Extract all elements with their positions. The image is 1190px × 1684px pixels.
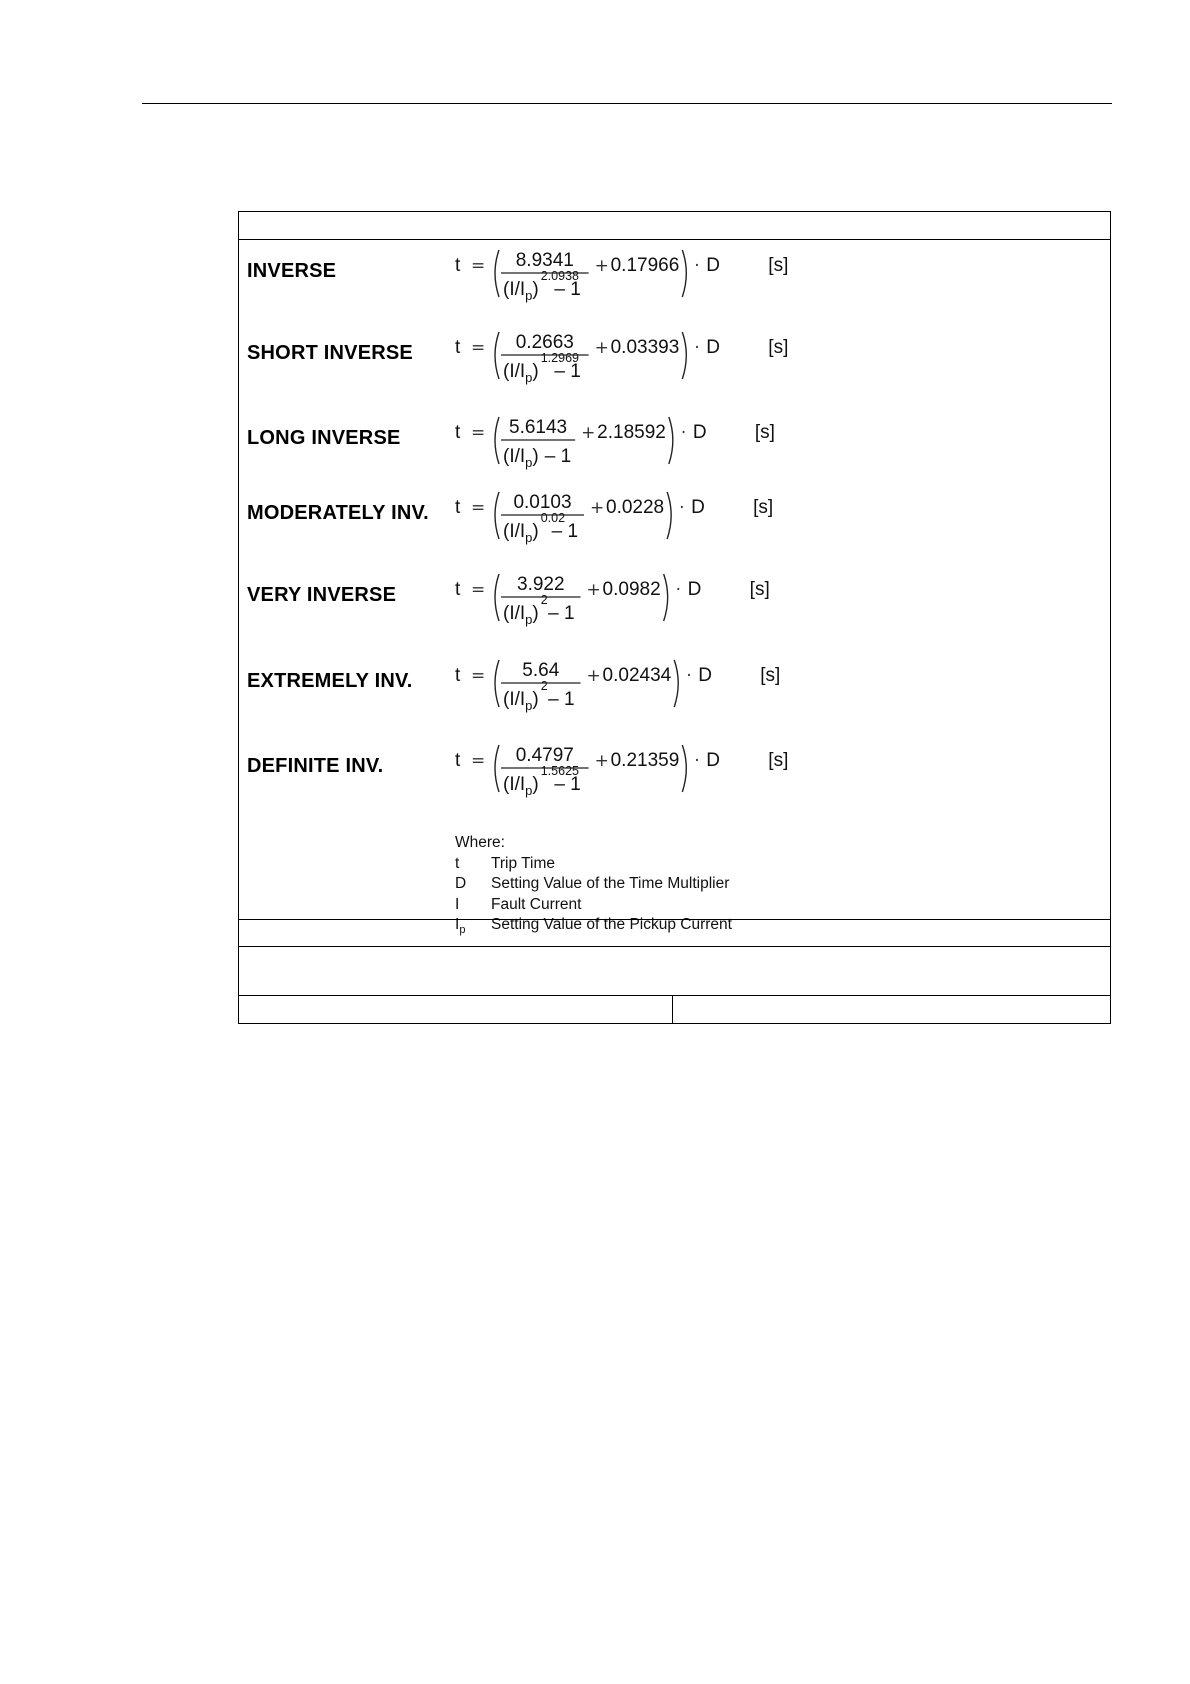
curve-row (239, 564, 1112, 634)
table-header-row (239, 212, 1110, 240)
formula-plus: + (594, 751, 609, 771)
right-paren (682, 745, 686, 792)
formula-multiplier: D (706, 337, 721, 358)
curve-formula (455, 650, 1015, 720)
curve-row (239, 735, 1112, 805)
right-paren (669, 417, 673, 464)
formula-plus: + (594, 256, 609, 276)
curve-formula (455, 735, 1015, 805)
formula-minus-one: – 1 (544, 446, 572, 467)
legend-item (455, 854, 556, 875)
curve-formula (455, 482, 1015, 552)
table-row (239, 995, 1110, 1023)
formula-lhs: t (455, 497, 461, 518)
right-paren (674, 660, 678, 707)
formula-minus-one: – 1 (554, 361, 581, 382)
left-paren (495, 660, 499, 707)
formula-lhs: t (455, 750, 461, 771)
formula-numerator: 0.4797 (515, 745, 574, 766)
right-paren (682, 250, 686, 297)
legend-item (455, 874, 730, 895)
formula-numerator: 8.9341 (515, 250, 574, 271)
formula-unit: [s] (768, 255, 789, 276)
left-paren (495, 332, 499, 379)
curve-name: VERY INVERSE (247, 584, 397, 606)
formula-unit: [s] (768, 337, 789, 358)
formula-minus-one: – 1 (554, 774, 581, 795)
formula-equals: = (471, 338, 486, 358)
legend-description: Trip Time (491, 854, 556, 872)
legend-description: Setting Value of the Pickup Current (491, 916, 732, 933)
formula-exponent: 2 (540, 593, 548, 607)
formula-multiplier: D (706, 750, 721, 771)
formula-numerator: 5.6143 (509, 417, 568, 438)
formula-constant: 2.18592 (597, 422, 666, 443)
formula-lhs: t (455, 422, 461, 443)
curves-table (238, 211, 1111, 1024)
legend-title: Where: (455, 834, 505, 851)
curve-formula (455, 322, 1015, 392)
formula-constant: 0.21359 (610, 750, 680, 771)
curve-formula (455, 240, 1015, 310)
right-paren (667, 492, 671, 539)
curve-row (239, 650, 1112, 720)
table-row (239, 946, 1110, 996)
curve-name: LONG INVERSE (247, 427, 401, 449)
legend-symbol-sub: p (459, 924, 466, 937)
left-paren (495, 417, 499, 464)
formula-multiplier: D (692, 422, 707, 443)
curve-name: DEFINITE INV. (247, 755, 384, 777)
formula-constant: 0.02434 (602, 665, 672, 686)
left-paren (495, 745, 499, 792)
formula-denominator: $(I/I_p)$ (503, 279, 539, 303)
formula-times: · (694, 256, 700, 276)
formula-constant: 0.0982 (602, 579, 661, 600)
legend-symbol: I (455, 895, 460, 913)
formula-minus-one: – 1 (554, 279, 581, 300)
curve-name: EXTREMELY INV. (247, 670, 413, 692)
left-paren (495, 574, 499, 621)
formula-lhs: t (455, 337, 461, 358)
formula-multiplier: D (698, 665, 712, 686)
formula-equals: = (471, 751, 486, 771)
formula-numerator: 3.922 (517, 574, 565, 595)
formula-unit: [s] (749, 579, 770, 600)
formula-denominator: $(I/I_p)$ (503, 361, 539, 385)
curve-name: INVERSE (247, 260, 337, 282)
formula-numerator: 0.0103 (513, 492, 572, 513)
curve-formula (455, 564, 1015, 634)
formula-equals: = (471, 666, 486, 686)
legend-description: Setting Value of the Time Multiplier (491, 875, 730, 892)
formula-denominator: $(I/I_p)$ (503, 689, 539, 713)
formula-exponent: 0.02 (540, 511, 566, 525)
curve-name: MODERATELY INV. (247, 502, 429, 524)
formula-times: · (680, 423, 687, 443)
right-paren (664, 574, 668, 621)
formula-numerator: 0.2663 (515, 332, 574, 353)
formula-constant: 0.17966 (610, 255, 680, 276)
formula-equals: = (471, 423, 486, 443)
left-paren (495, 492, 499, 539)
formula-plus: + (590, 498, 605, 518)
curve-row (239, 407, 1112, 477)
formula-plus: + (586, 580, 601, 600)
legend-item (455, 895, 582, 916)
formula-lhs: t (455, 579, 461, 600)
formula-denominator: $(I/I_p)$ (503, 521, 539, 545)
formula-constant: 0.0228 (606, 497, 665, 518)
formula-exponent: 2.0938 (540, 269, 579, 283)
left-paren (495, 250, 499, 297)
legend-description: Fault Current (491, 895, 582, 913)
formula-minus-one: – 1 (551, 521, 579, 542)
formula-minus-one: – 1 (548, 603, 575, 624)
column-divider (672, 995, 673, 1023)
formula-numerator: 5.64 (522, 660, 560, 681)
curve-row (239, 482, 1112, 552)
formula-lhs: t (455, 665, 461, 686)
formula-denominator: $(I/I_p)$ (503, 446, 539, 470)
formula-plus: + (586, 666, 601, 686)
formula-times: · (686, 666, 692, 686)
formula-plus: + (581, 423, 596, 443)
formula-times: · (679, 498, 685, 518)
legend-symbol: t (455, 854, 460, 872)
formula-minus-one: – 1 (548, 689, 575, 710)
formula-multiplier: D (687, 579, 702, 600)
curve-name: SHORT INVERSE (247, 342, 413, 364)
right-paren (682, 332, 686, 379)
formula-unit: [s] (754, 422, 775, 443)
curve-formula (455, 407, 1015, 477)
formula-plus: + (594, 338, 609, 358)
legend-symbol: D (455, 875, 467, 892)
curve-row (239, 240, 1112, 310)
formula-equals: = (471, 256, 486, 276)
formula-denominator: $(I/I_p)$ (503, 774, 539, 798)
formula-constant: 0.03393 (610, 337, 680, 358)
legend-symbol-base: I (455, 916, 460, 933)
formula-unit: [s] (760, 665, 781, 686)
formula-exponent: 2 (540, 679, 548, 693)
formula-unit: [s] (768, 750, 789, 771)
formula-equals: = (471, 580, 486, 600)
formula-unit: [s] (753, 497, 774, 518)
formula-denominator: $(I/I_p)$ (503, 603, 539, 627)
formula-equals: = (471, 498, 486, 518)
formula-multiplier: D (706, 255, 721, 276)
header-rule (142, 103, 1112, 104)
formula-exponent: 1.2969 (540, 351, 579, 365)
formula-times: · (694, 751, 700, 771)
formula-times: · (694, 338, 700, 358)
formula-times: · (675, 580, 682, 600)
table-row (239, 919, 1110, 947)
formula-multiplier: D (691, 497, 705, 518)
curve-row (239, 322, 1112, 392)
formula-lhs: t (455, 255, 461, 276)
formula-exponent: 1.5625 (540, 764, 579, 778)
